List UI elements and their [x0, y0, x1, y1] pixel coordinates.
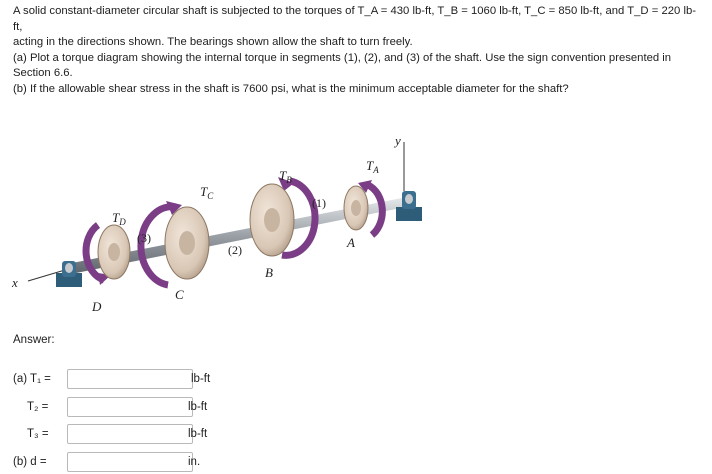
segment-3-label: (3) — [137, 231, 151, 245]
label-tb: $T_B$ — [279, 168, 292, 185]
disk-c — [141, 201, 209, 285]
t2-unit: lb-ft — [188, 401, 208, 413]
label-td: $T_D$ — [112, 210, 126, 227]
problem-line-2: acting in the directions shown. The bearings shown allow the shaft to turn freely. — [13, 36, 413, 49]
label-ta: $T_A$ — [366, 158, 379, 175]
problem-line-5: (b) If the allowable shear stress in the shaft is 7600 psi, what is the minimum acceptable diameter for the shaft? — [13, 82, 569, 95]
answer-row-t1 — [13, 367, 243, 391]
problem-line-3: (a) Plot a torque diagram showing the internal torque in segments (1), (2), and (3) of the shaft. Use the sign convention presented in — [13, 51, 672, 64]
t2-label: T₂ = — [27, 401, 49, 413]
answer-row-t3 — [13, 422, 243, 446]
label-c: C — [175, 287, 184, 302]
problem-statement — [13, 4, 703, 98]
segment-1-label: (1) — [312, 196, 326, 210]
t1-label: (a) T₁ = — [13, 373, 51, 385]
answer-row-t2 — [13, 395, 243, 419]
label-d: D — [92, 299, 102, 314]
d-label: (b) d = — [13, 456, 47, 468]
t1-input[interactable] — [67, 369, 193, 389]
disk-b — [250, 177, 315, 256]
t3-unit: lb-ft — [188, 428, 208, 440]
t1-unit: lb-ft — [191, 373, 211, 385]
d-input[interactable] — [67, 452, 193, 472]
label-tc: $T_C$ — [200, 184, 214, 201]
label-a: A — [347, 235, 355, 250]
disk-d — [86, 225, 130, 285]
d-unit: in. — [188, 456, 201, 468]
problem-line-1: A solid constant-diameter circular shaft is subjected to the torques of T_A = 430 lb-ft, T_B = 1060 lb-ft, T_C = 850 lb-ft, and T_D = 220 lb-ft, — [13, 5, 697, 33]
problem-line-4: Section 6.6. — [13, 67, 73, 80]
shaft-figure — [0, 125, 712, 325]
y-axis-label: y — [395, 133, 401, 148]
x-axis-label: x — [12, 275, 18, 290]
t2-input[interactable] — [67, 397, 193, 417]
label-b: B — [265, 265, 273, 280]
answer-heading: Answer: — [13, 334, 55, 346]
segment-2-label: (2) — [228, 243, 242, 257]
t3-input[interactable] — [67, 424, 193, 444]
answer-row-d — [13, 450, 243, 474]
t3-label: T₃ = — [27, 428, 49, 440]
